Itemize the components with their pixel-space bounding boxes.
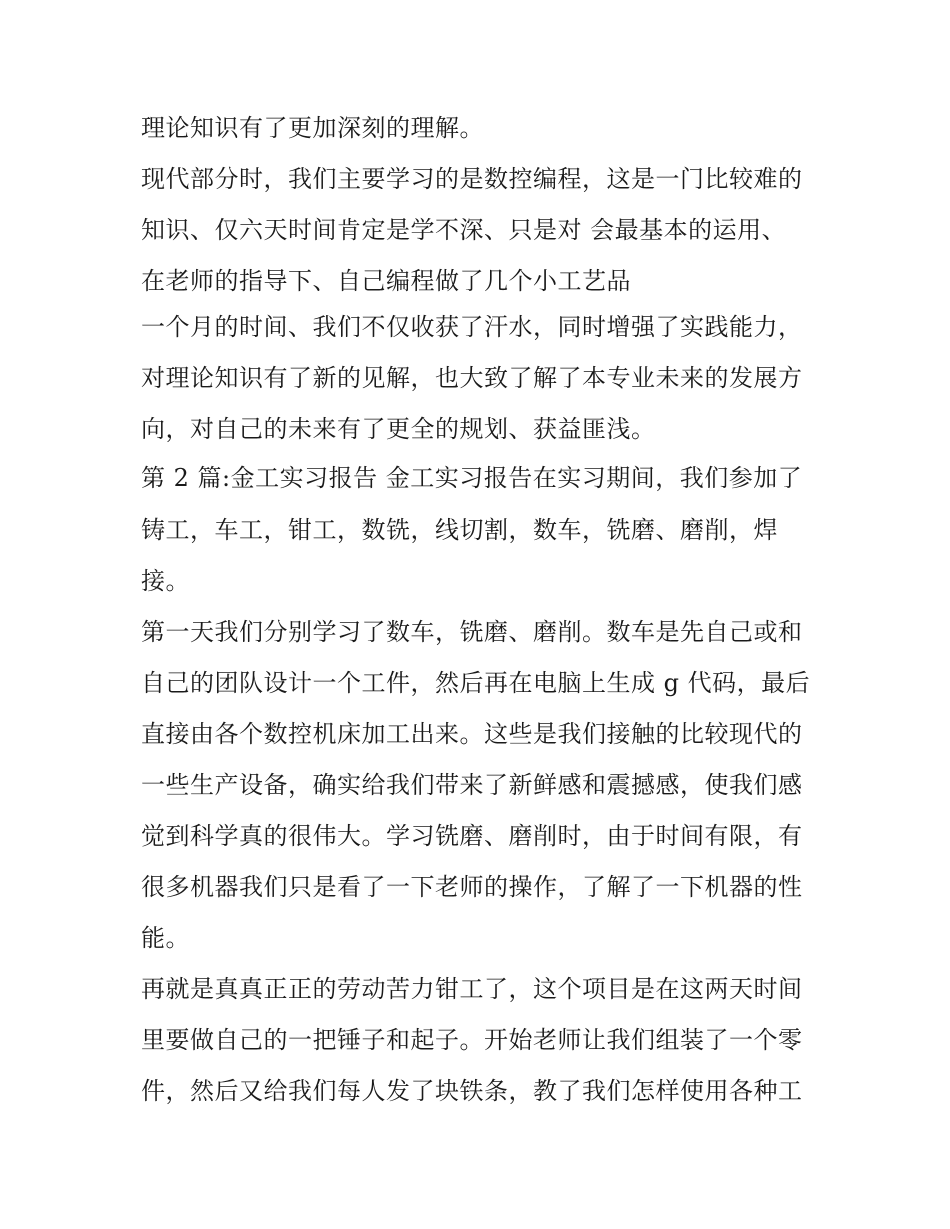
text-line: 自己的团队设计一个工件，然后再在电脑上生成 g 代码，最后: [141, 669, 811, 697]
section-heading-line: 第 2 篇:金工实习报告 金工实习报告在实习期间，我们参加了: [141, 464, 803, 492]
text-line: 里要做自己的一把锤子和起子。开始老师让我们组装了一个零: [141, 1026, 803, 1054]
text-line: 理论知识有了更加深刻的理解。: [141, 114, 484, 142]
text-line: 能。: [141, 924, 190, 952]
text-line: 在老师的指导下、自己编程做了几个小工艺品: [141, 267, 631, 295]
text-line: 一些生产设备，确实给我们带来了新鲜感和震撼感，使我们感: [141, 771, 803, 799]
text-line: 知识、仅六天时间肯定是学不深、只是对 会最基本的运用、: [141, 216, 787, 244]
text-line: 向，对自己的未来有了更全的规划、获益匪浅。: [141, 415, 656, 443]
text-line: 现代部分时，我们主要学习的是数控编程，这是一门比较难的: [141, 165, 803, 193]
text-line: 第一天我们分别学习了数车，铣磨、磨削。数车是先自己或和: [141, 618, 803, 646]
text-line: 觉到科学真的很伟大。学习铣磨、磨削时，由于时间有限，有: [141, 822, 803, 850]
text-line: 一个月的时间、我们不仅收获了汗水，同时增强了实践能力，: [141, 313, 803, 341]
text-line: 接。: [141, 567, 190, 595]
text-line: 件，然后又给我们每人发了块铁条，教了我们怎样使用各种工: [141, 1077, 803, 1105]
text-line: 铸工，车工，钳工，数铣，线切割，数车，铣磨、磨削，焊: [141, 516, 778, 544]
text-line: 对理论知识有了新的见解，也大致了解了本专业未来的发展方: [141, 364, 803, 392]
text-line: 很多机器我们只是看了一下老师的操作，了解了一下机器的性: [141, 873, 803, 901]
text-line: 再就是真真正正的劳动苦力钳工了，这个项目是在这两天时间: [141, 975, 803, 1003]
text-line: 直接由各个数控机床加工出来。这些是我们接触的比较现代的: [141, 720, 803, 748]
